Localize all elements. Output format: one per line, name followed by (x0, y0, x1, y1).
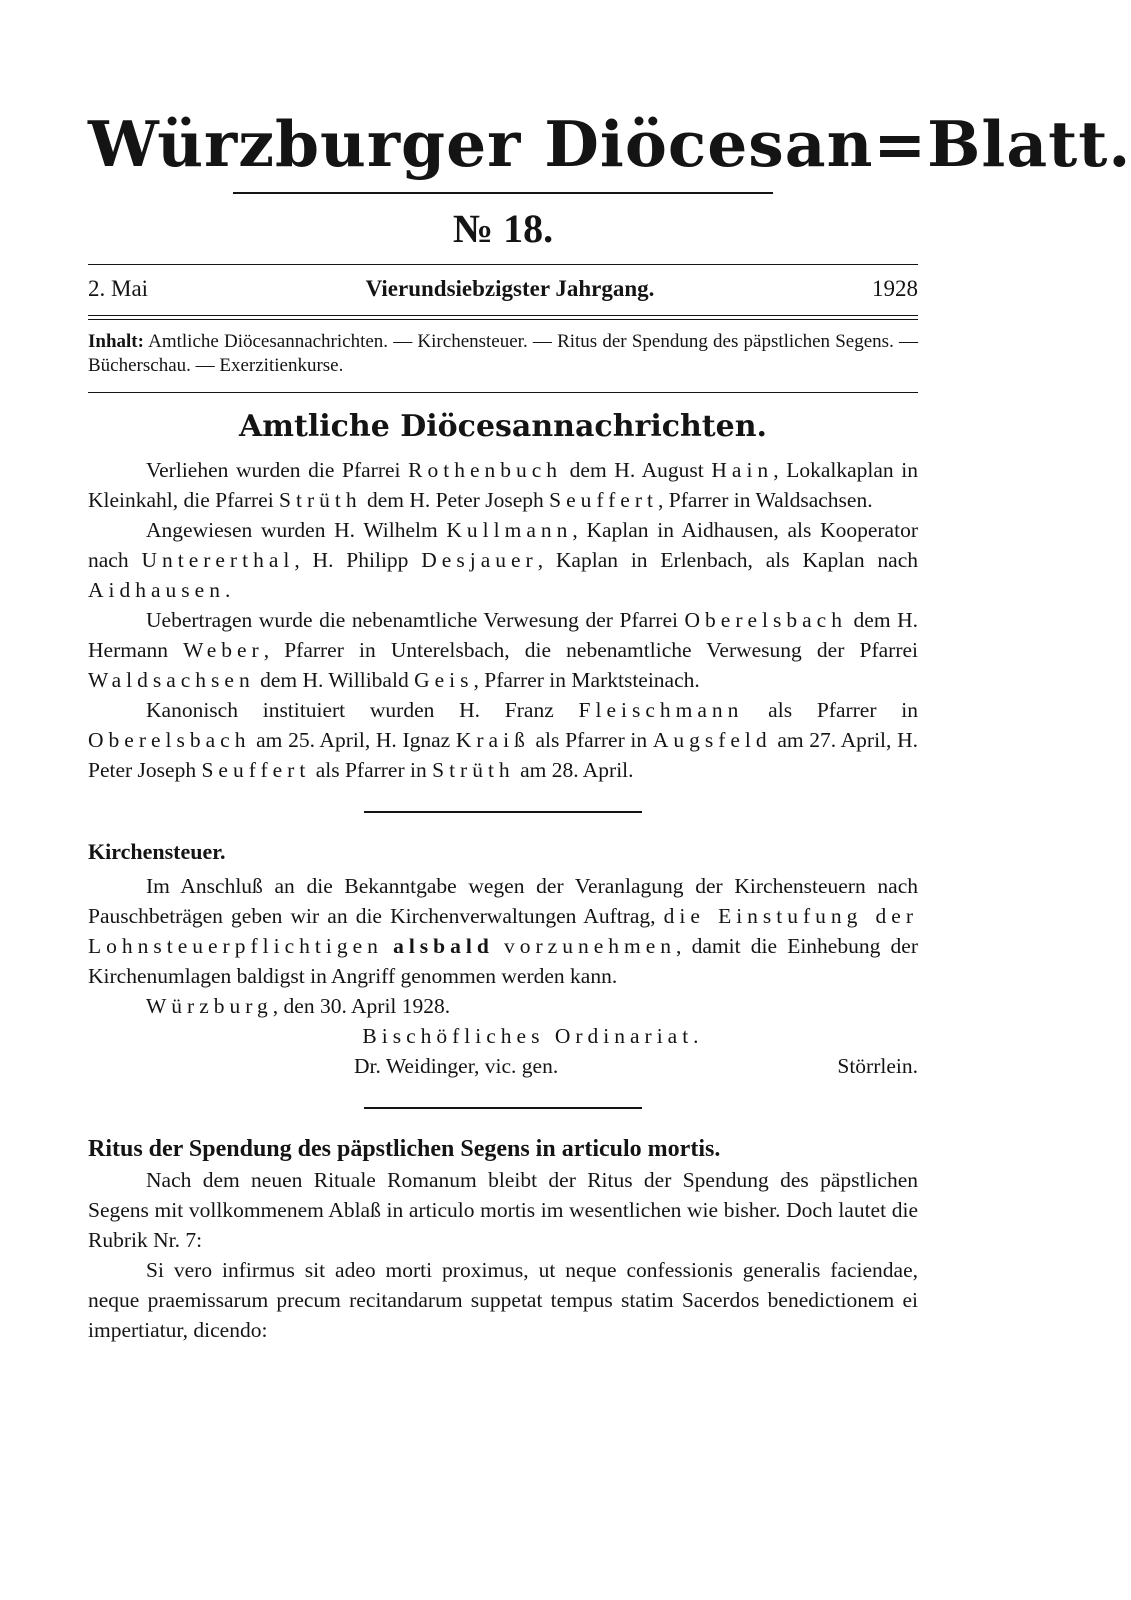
paragraph-church-tax: Im Anschluß an die Bekanntgabe wegen der Veranlagung der Kirchensteuern nach Pauschbeträgen geben wir an die Kirchenverwaltungen Auftrag, die Einstufung der Lohnsteuerpflichtigen alsbald vorzunehmen, damit die Einhebung der Kirchenumlagen baldigst in Angriff genommen werden kann. (88, 874, 919, 988)
masthead-title: Würzburger Diöcesan=Blatt. (88, 107, 1131, 181)
paragraph-transfers: Uebertragen wurde die nebenamtliche Verwesung der Pfarrei Oberelsbach dem H. Hermann Weber, Pfarrer in Unterelsbach, die nebenamtliche Verwesung der Pfarrei Waldsachsen dem H. Willibald Geis, Pfarrer in Marktsteinach. (88, 608, 918, 692)
masthead-rule (233, 192, 773, 194)
paragraph-institutions: Kanonisch instituiert wurden H. Franz Fleischmann als Pfarrer in Oberelsbach am 25. April, H. Ignaz Kraiß als Pfarrer in Augsfeld am 27. April, H. Peter Joseph Seuffert als Pfarrer in Strüth am 28. April. (88, 698, 918, 782)
paragraph-assignments: Angewiesen wurden H. Wilhelm Kullmann, Kaplan in Aidhausen, als Kooperator nach Untererthal, H. Philipp Desjauer, Kaplan in Erlenbach, als Kaplan nach Aidhausen. (88, 518, 918, 602)
issuing-office: Bischöfliches Ordinariat. (362, 1024, 704, 1048)
document-page (88, 0, 1131, 1345)
contents-text: Amtliche Diöcesannachrichten. — Kirchensteuer. — Ritus der Spendung des päpstlichen Segens. — Bücherschau. — Exerzitienkurse. (88, 331, 919, 376)
contents-rule (88, 392, 918, 393)
header-rule-double (88, 315, 918, 320)
signature-secretary: Störrlein. (837, 1054, 918, 1078)
section-title-church-tax: Kirchensteuer. (88, 839, 226, 864)
contents-label: Inhalt: (88, 331, 144, 352)
paragraph-appointments: Verliehen wurden die Pfarrei Rothenbuch dem H. August Hain, Lokalkaplan in Kleinkahl, die Pfarrei Strüth dem H. Peter Joseph Seuffert, Pfarrer in Waldsachsen. (88, 458, 918, 512)
issue-date: 2. Mai (88, 276, 149, 301)
place-date-line: Würzburg, den 30. April 1928. (146, 994, 451, 1018)
issue-year: 1928 (872, 276, 918, 301)
section-title-official-news: Amtliche Diöcesannachrichten. (238, 409, 767, 444)
issue-number: № 18. (452, 206, 554, 251)
dateline (88, 271, 918, 307)
paragraph-latin-rubric: Si vero infirmus sit adeo morti proximus, ut neque confessionis generalis faciendae, neque praemissarum precum recitandarum suppetat tempus statim Sacerdos benedictionem ei impertiatur, dicendo: (88, 1258, 918, 1342)
paragraph-rite: Nach dem neuen Rituale Romanum bleibt der Ritus der Spendung des päpstlichen Segens mit vollkommenem Ablaß in articulo mortis im wesentlichen wie bisher. Doch lautet die Rubrik Nr. 7: (88, 1168, 918, 1252)
section-title-papal-blessing: Ritus der Spendung des päpstlichen Segens in articulo mortis. (88, 1136, 721, 1162)
signature-vicar-general: Dr. Weidinger, vic. gen. (354, 1054, 559, 1078)
signature-row (88, 1051, 918, 1081)
table-of-contents (88, 330, 918, 378)
header-rule-top (88, 264, 918, 265)
section-separator (364, 811, 642, 813)
volume-label: Vierundsiebzigster Jahrgang. (365, 276, 655, 301)
section-separator-2 (364, 1107, 642, 1109)
